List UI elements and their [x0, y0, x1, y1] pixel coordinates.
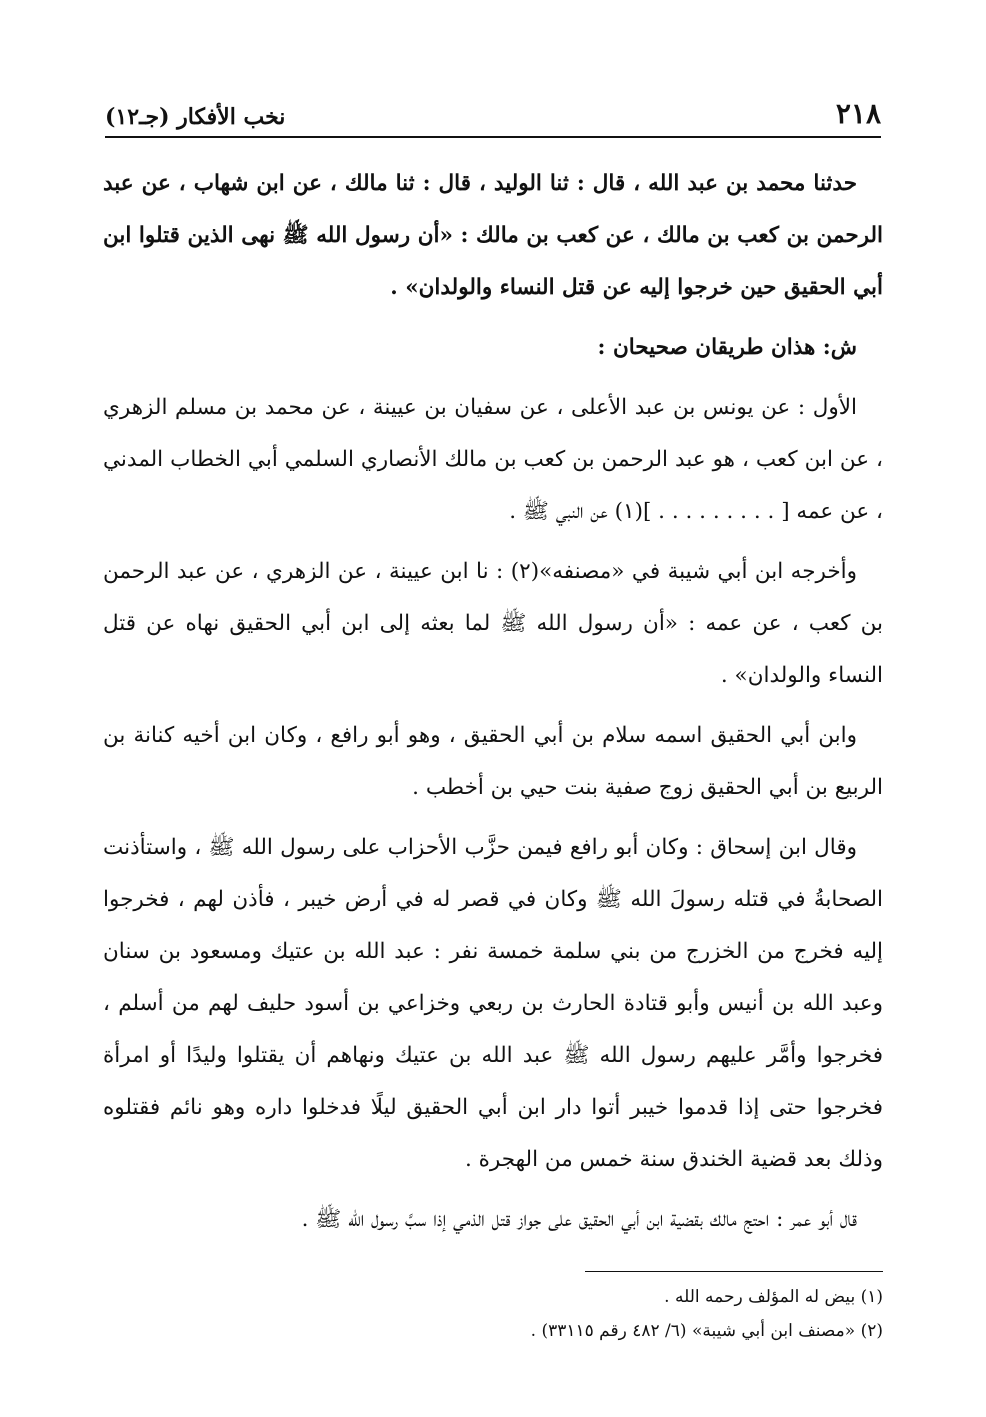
book-title: نخب الأفكار (جـ١٢)	[105, 104, 286, 130]
footnote-divider	[585, 1271, 883, 1272]
paragraph-ibn-ishaq: وقال ابن إسحاق : وكان أبو رافع فيمن حزَّب الأحزاب على رسول الله ﷺ ، واستأذنت الصحابةُ في قتله رسولَ الله ﷺ وكان في قصر له في أرض خيبر ، فأذن لهم ، فخرجوا إليه فخرج من الخزرج من بني سلمة خمسة نفر : عبد الله بن عتيك ومسعود بن سنان وعبد الله بن أنيس وأبو قتادة الحارث بن ربعي وخزاعي بن أسود حليف لهم من أسلم ، فخرجوا وأمَّر عليهم رسول الله ﷺ عبد الله بن عتيك ونهاهم أن يقتلوا وليدًا أو امرأة فخرجوا حتى إذا قدموا خيبر أتوا دار ابن أبي الحقيق ليلًا فدخلوا داره وهو نائم فقتلوه وذلك بعد قضية الخندق سنة خمس من الهجرة .	[103, 835, 883, 1172]
paragraph-ibn-abi-al-huqayq: وابن أبي الحقيق اسمه سلام بن أبي الحقيق ، وهو أبو رافع ، وكان ابن أخيه كنانة بن الربيع بن أبي الحقيق زوج صفية بنت حيي بن أخطب .	[103, 723, 883, 800]
page-number: ٢١٨	[835, 97, 881, 130]
footnote-1: (١) بيض له المؤلف رحمه الله .	[664, 1287, 883, 1307]
paragraph-abu-umar: قال أبو عمر : احتج مالك بقضية ابن أبي الحقيق على جواز قتل الذمي إذا سبَّ رسول الله ﷺ .	[301, 1207, 857, 1232]
footnotes	[103, 1280, 883, 1348]
page-header	[105, 88, 881, 138]
footnote-2: (٢) «مصنف ابن أبي شيبة» (٦/ ٤٨٢ رقم ٣٣١١٥) .	[530, 1321, 883, 1341]
paragraph-first-chain: الأول : عن يونس بن عبد الأعلى ، عن سفيان بن عيينة ، عن محمد بن مسلم الزهري ، عن ابن كعب ، هو عبد الرحمن بن كعب بن مالك الأنصاري السلمي أبي الخطاب المدني ، عن عمه [ . . . . . . . . . ](١) عن النبي ﷺ .	[103, 395, 883, 524]
paragraph-ibn-abi-shaybah: وأخرجه ابن أبي شيبة في «مصنفه»(٢) : نا ابن عيينة ، عن الزهري ، عن عبد الرحمن بن كعب ، عن عمه : «أن رسول الله ﷺ لما بعثه إلى ابن أبي الحقيق نهاه عن قتل النساء والولدان» .	[103, 559, 883, 688]
main-text	[103, 158, 883, 1254]
paragraph-hadith-chain: حدثنا محمد بن عبد الله ، قال : ثنا الوليد ، قال : ثنا مالك ، عن ابن شهاب ، عن عبد الرحمن بن كعب بن مالك ، عن كعب بن مالك : «أن رسول الله ﷺ نهى الذين قتلوا ابن أبي الحقيق حين خرجوا إليه عن قتل النساء والولدان» .	[103, 171, 883, 300]
paragraph-commentary-intro: ش: هذان طريقان صحيحان :	[597, 335, 857, 360]
